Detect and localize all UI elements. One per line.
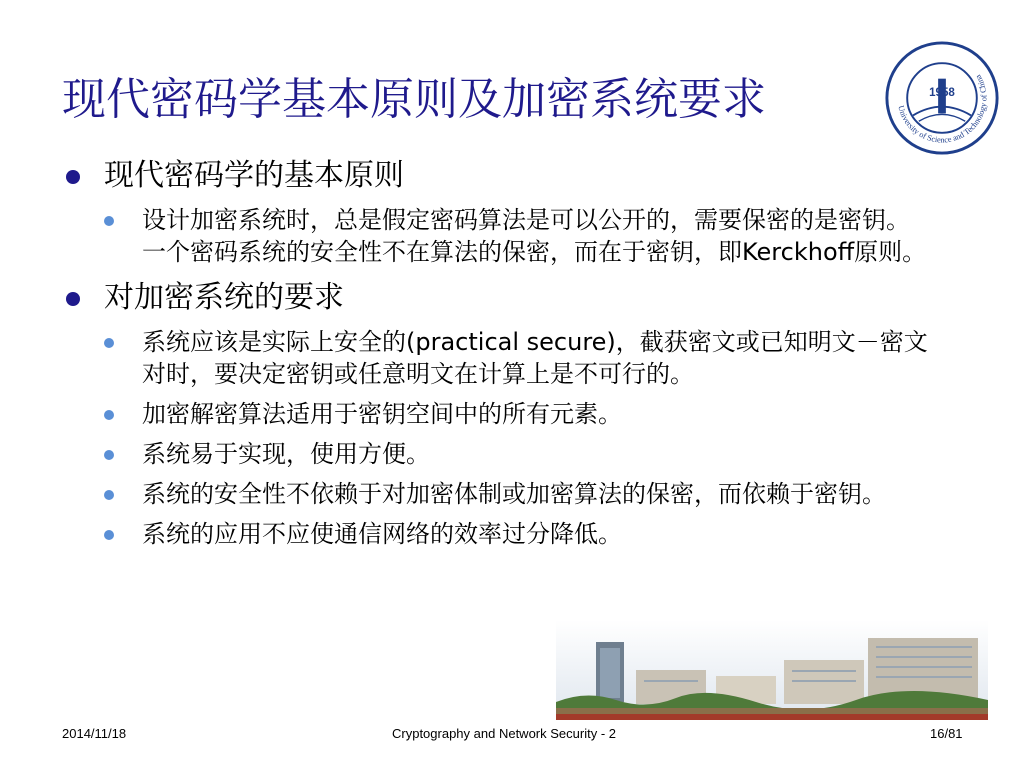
- slide-content: [62, 150, 932, 550]
- list-item-text: 系统应该是实际上安全的(practical secure)，截获密文或已知明文－密文对时，要决定密钥或任意明文在计算上是不可行的。: [142, 328, 928, 388]
- footer-title: Cryptography and Network Security - 2: [392, 726, 616, 741]
- bullet-icon: [104, 450, 114, 460]
- section-heading-text: 对加密系统的要求: [104, 280, 344, 315]
- footer-page-number: 16/81: [930, 726, 963, 741]
- bullet-icon: [66, 170, 80, 184]
- section-heading-principles: [62, 156, 932, 196]
- bullet-icon: [104, 338, 114, 348]
- section-heading-text: 现代密码学的基本原则: [104, 158, 404, 193]
- list-item: [142, 398, 932, 430]
- section-heading-requirements: [62, 278, 932, 318]
- bullet-icon: [104, 216, 114, 226]
- list-item: [142, 204, 932, 268]
- bullet-icon: [104, 410, 114, 420]
- logo-year: 1958: [929, 86, 955, 100]
- list-item: [142, 478, 932, 510]
- bullet-icon: [104, 490, 114, 500]
- list-item-text: 系统易于实现，使用方便。: [142, 440, 430, 468]
- logo-caption: University of Science and Technology of China: [896, 73, 989, 145]
- list-item-text: 加密解密算法适用于密钥空间中的所有元素。: [142, 400, 622, 428]
- list-item: [142, 518, 932, 550]
- list-item-text: 设计加密系统时，总是假定密码算法是可以公开的，需要保密的是密钥。一个密码系统的安全性不在算法的保密，而在于密钥，即Kerckhoff原则。: [142, 206, 927, 266]
- campus-photo: [556, 620, 988, 720]
- bullet-icon: [66, 292, 80, 306]
- list-item-text: 系统的应用不应使通信网络的效率过分降低。: [142, 520, 622, 548]
- list-item: [142, 326, 932, 390]
- list-item: [142, 438, 932, 470]
- university-logo: [884, 40, 1000, 156]
- bullet-icon: [104, 530, 114, 540]
- slide-title: 现代密码学基本原则及加密系统要求: [62, 74, 766, 125]
- footer-date: 2014/11/18: [62, 726, 127, 741]
- list-item-text: 系统的安全性不依赖于对加密体制或加密算法的保密，而依赖于密钥。: [142, 480, 886, 508]
